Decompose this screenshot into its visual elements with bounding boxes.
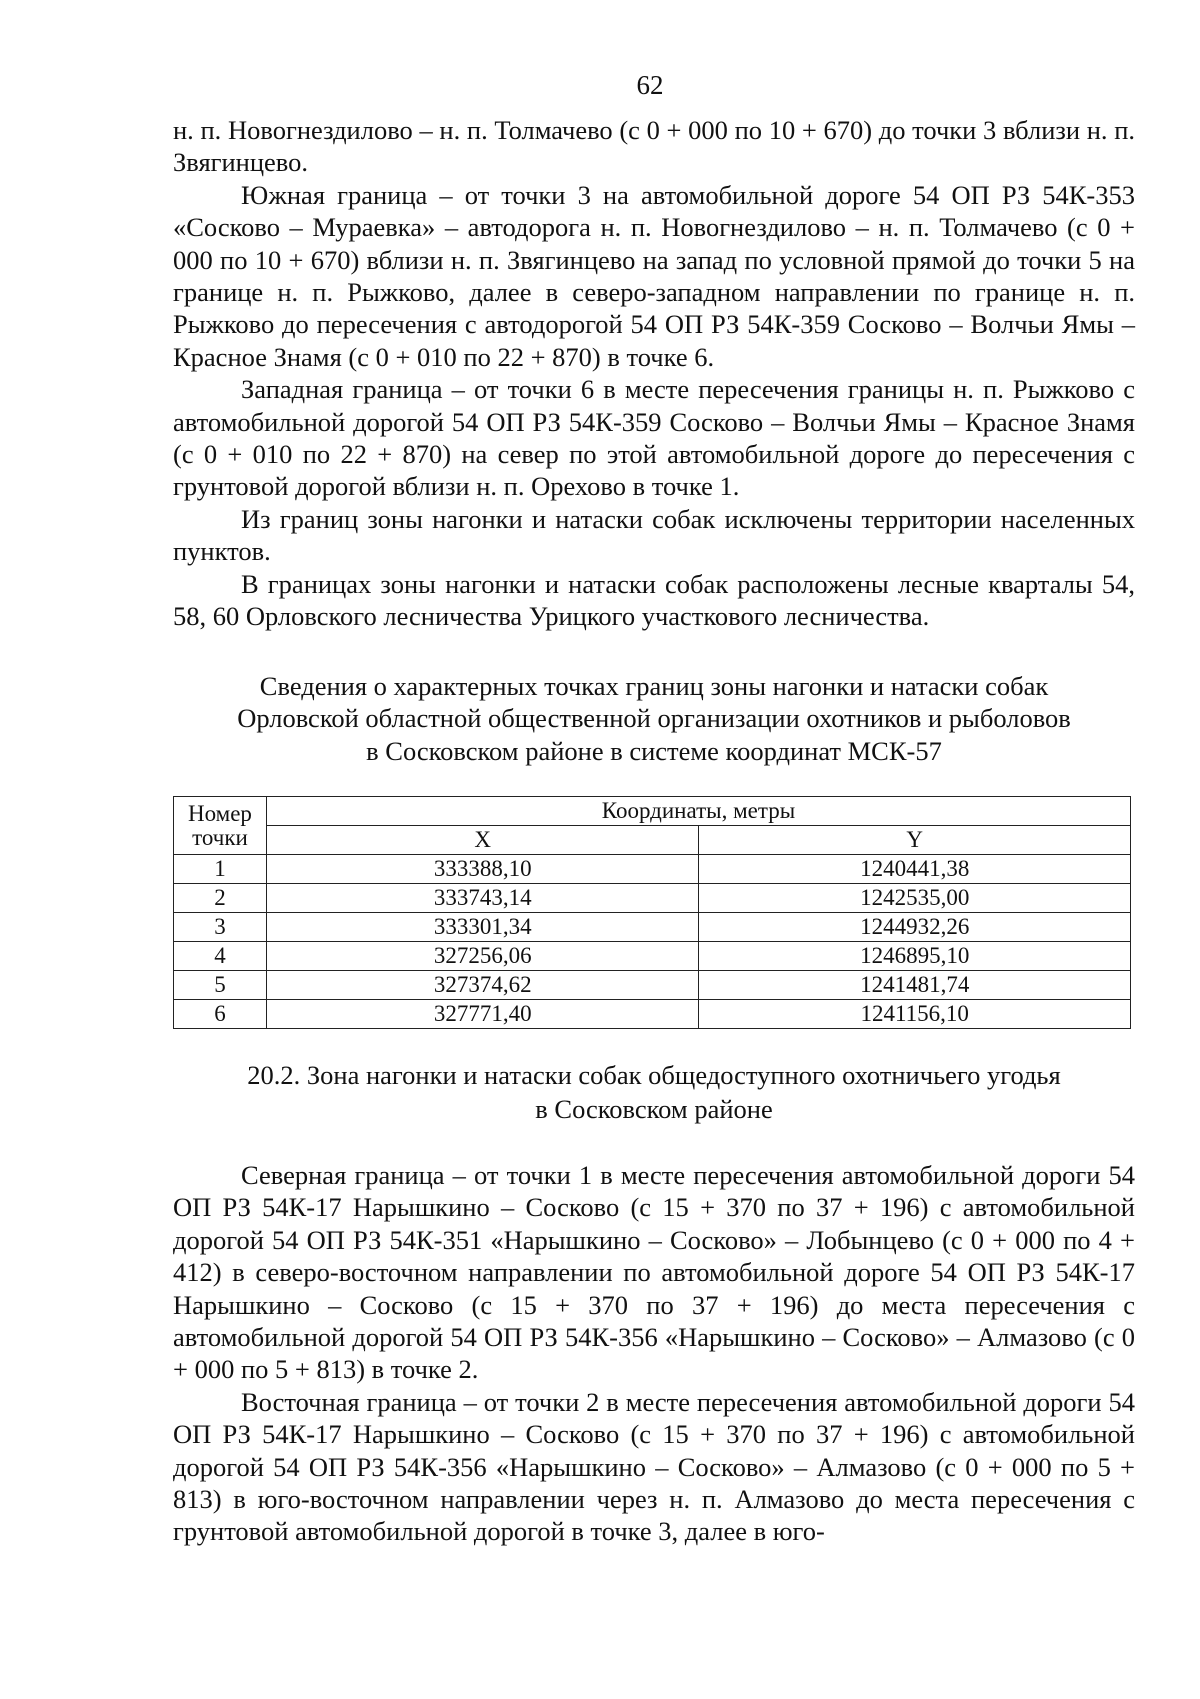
cell-x: 327374,62	[266, 971, 699, 1000]
cell-y: 1240441,38	[699, 855, 1131, 884]
page-number: 62	[636, 70, 664, 100]
header-point-line: точки	[192, 824, 248, 850]
table-row	[174, 1000, 1131, 1029]
table-subheader-row	[174, 826, 1131, 855]
cell-point: 6	[174, 1000, 267, 1029]
table-row	[174, 855, 1131, 884]
table-caption	[173, 670, 1135, 767]
table-caption-line: в Сосковском районе в системе координат МСК-57	[366, 735, 942, 766]
cell-x: 333388,10	[266, 855, 699, 884]
header-point-number	[174, 797, 267, 855]
cell-point: 4	[174, 942, 267, 971]
table-caption-line: Орловской областной общественной организации охотников и рыболовов	[237, 703, 1071, 734]
cell-y: 1246895,10	[699, 942, 1131, 971]
cell-x: 327256,06	[266, 942, 699, 971]
table-row	[174, 971, 1131, 1000]
header-coordinates: Координаты, метры	[266, 797, 1130, 826]
paragraph-excluded-territories: Из границ зоны нагонки и натаски собак исключены территории населенных пунктов.	[173, 503, 1135, 567]
cell-point: 2	[174, 884, 267, 913]
section-heading-line: 20.2. Зона нагонки и натаски собак общедоступного охотничьего угодья	[247, 1060, 1061, 1090]
paragraph-forest-quarters: В границах зоны нагонки и натаски собак расположены лесные кварталы 54, 58, 60 Орловского лесничества Урицкого участкового лесничества.	[173, 568, 1135, 632]
paragraph-east-border: Восточная граница – от точки 2 в месте пересечения автомобильной дороги 54 ОП РЗ 54К-17 Нарышкино – Сосково (с 15 + 370 по 37 + 196) с автомобильной дорогой 54 ОП РЗ 54К-356 «Нарышкино – Сосково» – Алмазово (с 0 + 000 по 5 + 813) в юго-восточном направлении через н. п. Алмазово до места пересечения с грунтовой автомобильной дорогой в точке 3, далее в юго-	[173, 1386, 1135, 1547]
table-row	[174, 942, 1131, 971]
top-text-block	[173, 114, 1135, 633]
paragraph-south-border: Южная граница – от точки 3 на автомобильной дороге 54 ОП РЗ 54К-353 «Сосково – Мураевка» – автодорога н. п. Новогнездилово – н. п. Толмачево (с 0 + 000 по 10 + 670) вблизи н. п. Звягинцево на запад по условной прямой до точки 5 на границе н. п. Рыжково, далее в северо-западном направлении по границе н. п. Рыжково до пересечения с автодорогой 54 ОП РЗ 54К-359 Сосково – Волчьи Ямы – Красное Знамя (с 0 + 010 по 22 + 870) в точке 6.	[173, 179, 1135, 372]
paragraph-north-border: Северная граница – от точки 1 в месте пересечения автомобильной дороги 54 ОП РЗ 54К-17 Нарышкино – Сосково (с 15 + 370 по 37 + 196) с автомобильной дорогой 54 ОП РЗ 54К-351 «Нарышкино – Сосково» – Лобынцево (с 0 + 000 по 4 + 412) в северо-восточном направлении по автомобильной дороге 54 ОП РЗ 54К-17 Нарышкино – Сосково (с 15 + 370 по 37 + 196) до места пересечения с автомобильной дорогой 54 ОП РЗ 54К-356 «Нарышкино – Сосково» – Алмазово (с 0 + 000 по 5 + 813) в точке 2.	[173, 1160, 1135, 1385]
cell-y: 1242535,00	[699, 884, 1131, 913]
header-point-line: Номер	[188, 800, 252, 826]
paragraph-continuation: н. п. Новогнездилово – н. п. Толмачево (с 0 + 000 по 10 + 670) до точки 3 вблизи н. п. Звягинцево.	[173, 115, 1135, 178]
header-y: Y	[699, 826, 1131, 855]
header-x: X	[266, 826, 699, 855]
cell-point: 5	[174, 971, 267, 1000]
cell-y: 1241481,74	[699, 971, 1131, 1000]
cell-y: 1244932,26	[699, 913, 1131, 942]
coordinates-table	[173, 796, 1131, 1029]
cell-point: 3	[174, 913, 267, 942]
cell-y: 1241156,10	[699, 1000, 1131, 1029]
section-heading-line: в Сосковском районе	[535, 1094, 773, 1124]
cell-x: 333743,14	[266, 884, 699, 913]
paragraph-west-border: Западная граница – от точки 6 в месте пересечения границы н. п. Рыжково с автомобильной дорогой 54 ОП РЗ 54К-359 Сосково – Волчьи Ямы – Красное Знамя (с 0 + 010 по 22 + 870) на север по этой автомобильной дороге до пересечения с грунтовой дорогой вблизи н. п. Орехово в точке 1.	[173, 374, 1135, 502]
cell-point: 1	[174, 855, 267, 884]
table-caption-line: Сведения о характерных точках границ зоны нагонки и натаски собак	[259, 671, 1049, 701]
table-header-row	[174, 797, 1131, 826]
bottom-text-block	[173, 1159, 1135, 1548]
cell-x: 327771,40	[266, 1000, 699, 1029]
table-row	[174, 884, 1131, 913]
table-row	[174, 913, 1131, 942]
section-heading	[173, 1058, 1135, 1126]
cell-x: 333301,34	[266, 913, 699, 942]
